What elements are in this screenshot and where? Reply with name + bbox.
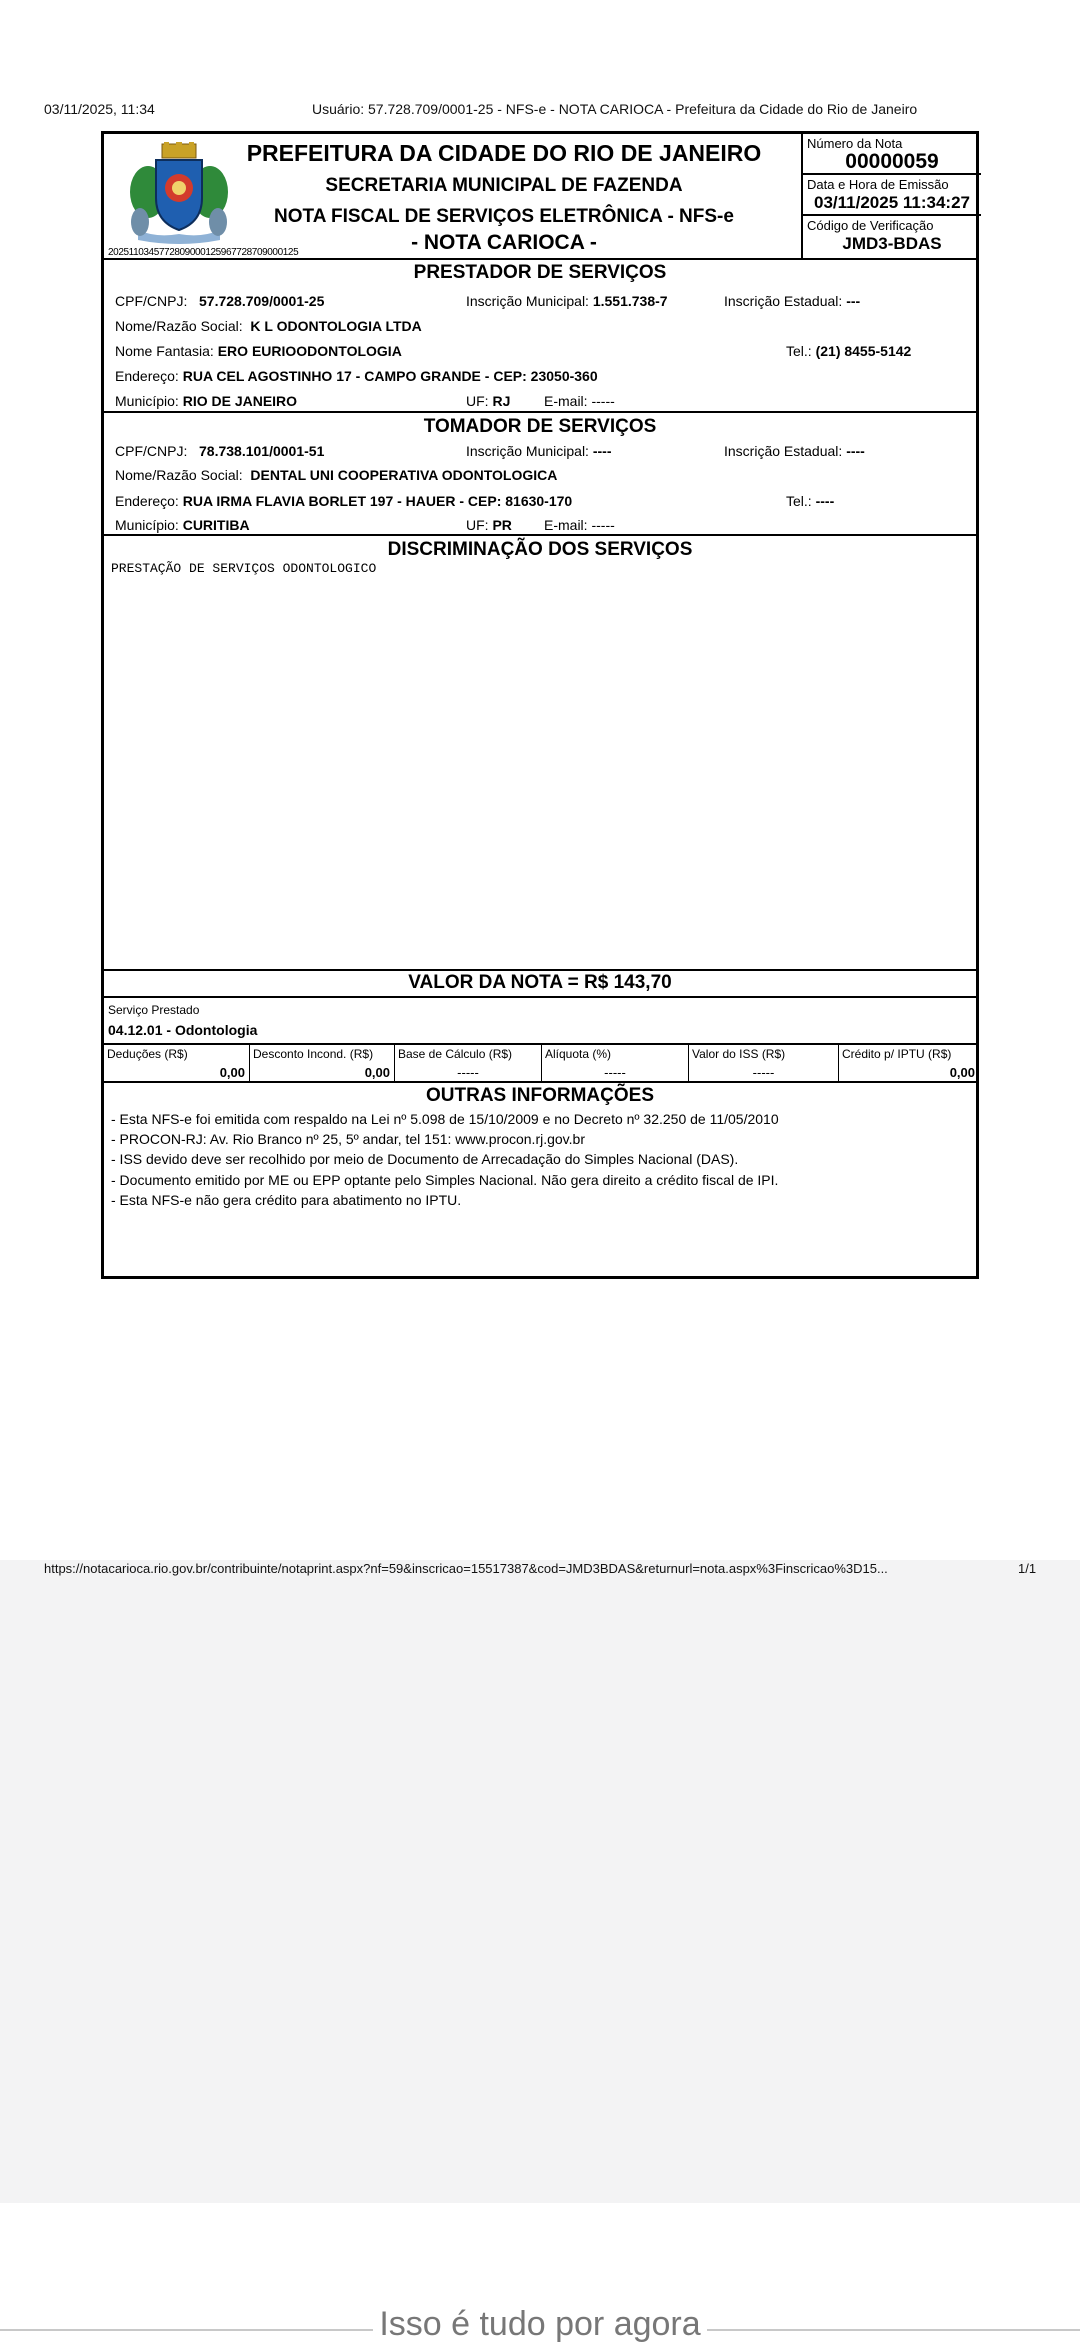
prestador-email: E-mail: -----: [544, 393, 615, 409]
valor-nota: VALOR DA NOTA = R$ 143,70: [408, 972, 672, 993]
prestador-section: [104, 260, 976, 413]
data-emissao-box: [803, 175, 981, 216]
deducoes-value: 0,00: [219, 1065, 245, 1080]
desconto-label: Desconto Incond. (R$): [253, 1047, 374, 1061]
valor-nota-section: [104, 971, 976, 998]
numero-nota-box: [803, 134, 981, 175]
viewer-background: [0, 1560, 1080, 2203]
deducoes-cell: [104, 1045, 250, 1081]
tomador-title: TOMADOR DE SERVIÇOS: [423, 416, 657, 437]
prestador-title: PRESTADOR DE SERVIÇOS: [413, 262, 667, 283]
credito-iptu-label: Crédito p/ IPTU (R$): [842, 1047, 952, 1061]
codigo-verificacao-label: Código de Verificação: [807, 218, 934, 233]
prestador-telefone: Tel.: (21) 8455-5142: [786, 343, 912, 359]
tomador-inscricao-municipal: Inscrição Municipal: ----: [466, 443, 612, 459]
nfse-document: [101, 131, 979, 1279]
info-line: - Documento emitido por ME ou EPP optante pelo Simples Nacional. Não gera direito a crédito fiscal de IPI.: [111, 1172, 779, 1188]
prestador-inscricao-estadual: Inscrição Estadual: ---: [724, 293, 861, 309]
aliquota-label: Alíquota (%): [545, 1047, 612, 1061]
city-crest-logo: [126, 142, 232, 246]
prestador-cnpj: CPF/CNPJ: 57.728.709/0001-25: [115, 293, 325, 309]
credito-iptu-cell: [839, 1045, 979, 1081]
print-footer-url: https://notacarioca.rio.gov.br/contribuinte/notaprint.aspx?nf=59&inscricao=15517387&cod=JMD3BDAS&returnurl=nota.aspx%3Finscricao%3D15...: [44, 1561, 888, 1576]
header-nota-carioca: - NOTA CARIOCA -: [411, 231, 597, 254]
aliquota-cell: [542, 1045, 689, 1081]
outras-informacoes-section: [104, 1083, 976, 1279]
info-line: - PROCON-RJ: Av. Rio Branco nº 25, 5º andar, tel 151: www.procon.rj.gov.br: [111, 1131, 585, 1147]
prestador-uf: UF: RJ: [466, 393, 511, 409]
header-prefeitura: PREFEITURA DA CIDADE DO RIO DE JANEIRO: [246, 140, 762, 166]
codigo-verificacao-box: [803, 216, 981, 258]
data-emissao-value: 03/11/2025 11:34:27: [814, 193, 970, 212]
header-secretaria: SECRETARIA MUNICIPAL DE FAZENDA: [325, 175, 683, 196]
tomador-inscricao-estadual: Inscrição Estadual: ----: [724, 443, 865, 459]
servico-prestado-section: [104, 998, 976, 1045]
desconto-cell: [250, 1045, 395, 1081]
valor-iss-label: Valor do ISS (R$): [692, 1047, 786, 1061]
tomador-razao-social: Nome/Razão Social: DENTAL UNI COOPERATIVA ODONTOLOGICA: [115, 467, 558, 483]
tomador-uf: UF: PR: [466, 517, 512, 533]
base-calculo-cell: [395, 1045, 542, 1081]
tomador-email: E-mail: -----: [544, 517, 615, 533]
base-calculo-value: -----: [457, 1065, 479, 1080]
valor-iss-value: -----: [752, 1065, 775, 1080]
prestador-nome-fantasia: Nome Fantasia: ERO EURIOODONTOLOGIA: [115, 343, 402, 359]
tomador-section: [104, 413, 976, 536]
desconto-value: 0,00: [364, 1065, 390, 1080]
print-title: Usuário: 57.728.709/0001-25 - NFS-e - NOTA CARIOCA - Prefeitura da Cidade do Rio de Janeiro: [312, 101, 918, 117]
servico-prestado-value: 04.12.01 - Odontologia: [108, 1022, 258, 1038]
servico-prestado-label: Serviço Prestado: [108, 1003, 200, 1017]
end-of-content: [0, 2203, 1080, 2343]
info-line: - Esta NFS-e foi emitida com respaldo na Lei nº 5.098 de 15/10/2009 e no Decreto nº 32.250 de 11/05/2010: [111, 1111, 779, 1127]
data-emissao-label: Data e Hora de Emissão: [807, 177, 949, 192]
header-nfse: NOTA FISCAL DE SERVIÇOS ELETRÔNICA - NFS-e: [274, 206, 734, 227]
document-header: [104, 134, 976, 260]
print-footer-page-number: 1/1: [1018, 1561, 1037, 1576]
header-side-panel: [801, 134, 981, 258]
outras-informacoes-title: OUTRAS INFORMAÇÕES: [426, 1085, 654, 1106]
numero-nota-value: 00000059: [845, 150, 939, 173]
tomador-cnpj: CPF/CNPJ: 78.738.101/0001-51: [115, 443, 325, 459]
barcode-number: 2025110345772809000125967728709000125: [108, 247, 299, 258]
deducoes-label: Deduções (R$): [107, 1047, 188, 1061]
discriminacao-section: [104, 536, 976, 971]
codigo-verificacao-value: JMD3-BDAS: [842, 234, 942, 253]
tomador-municipio: Município: CURITIBA: [115, 517, 250, 533]
valor-iss-cell: [689, 1045, 839, 1081]
prestador-inscricao-municipal: Inscrição Municipal: 1.551.738-7: [466, 293, 668, 309]
print-datetime: 03/11/2025, 11:34: [44, 101, 155, 117]
prestador-municipio: Município: RIO DE JANEIRO: [115, 393, 298, 409]
base-calculo-label: Base de Cálculo (R$): [398, 1047, 513, 1061]
valores-grid: [104, 1045, 976, 1083]
prestador-endereco: Endereço: RUA CEL AGOSTINHO 17 - CAMPO GRANDE - CEP: 23050-360: [115, 368, 598, 384]
info-line: - Esta NFS-e não gera crédito para abatimento no IPTU.: [111, 1192, 462, 1208]
numero-nota-label: Número da Nota: [807, 136, 903, 151]
tomador-telefone: Tel.: ----: [786, 493, 835, 509]
aliquota-value: -----: [604, 1065, 626, 1080]
discriminacao-text: PRESTAÇÃO DE SERVIÇOS ODONTOLOGICO: [111, 561, 377, 576]
prestador-razao-social: Nome/Razão Social: K L ODONTOLOGIA LTDA: [115, 318, 422, 334]
credito-iptu-value: 0,00: [949, 1065, 975, 1080]
end-message: Isso é tudo por agora: [0, 2305, 1080, 2344]
discriminacao-title: DISCRIMINAÇÃO DOS SERVIÇOS: [387, 539, 693, 560]
tomador-endereco: Endereço: RUA IRMA FLAVIA BORLET 197 - HAUER - CEP: 81630-170: [115, 493, 573, 509]
info-line: - ISS devido deve ser recolhido por meio de Documento de Arrecadação do Simples Nacional (DAS).: [111, 1151, 739, 1167]
